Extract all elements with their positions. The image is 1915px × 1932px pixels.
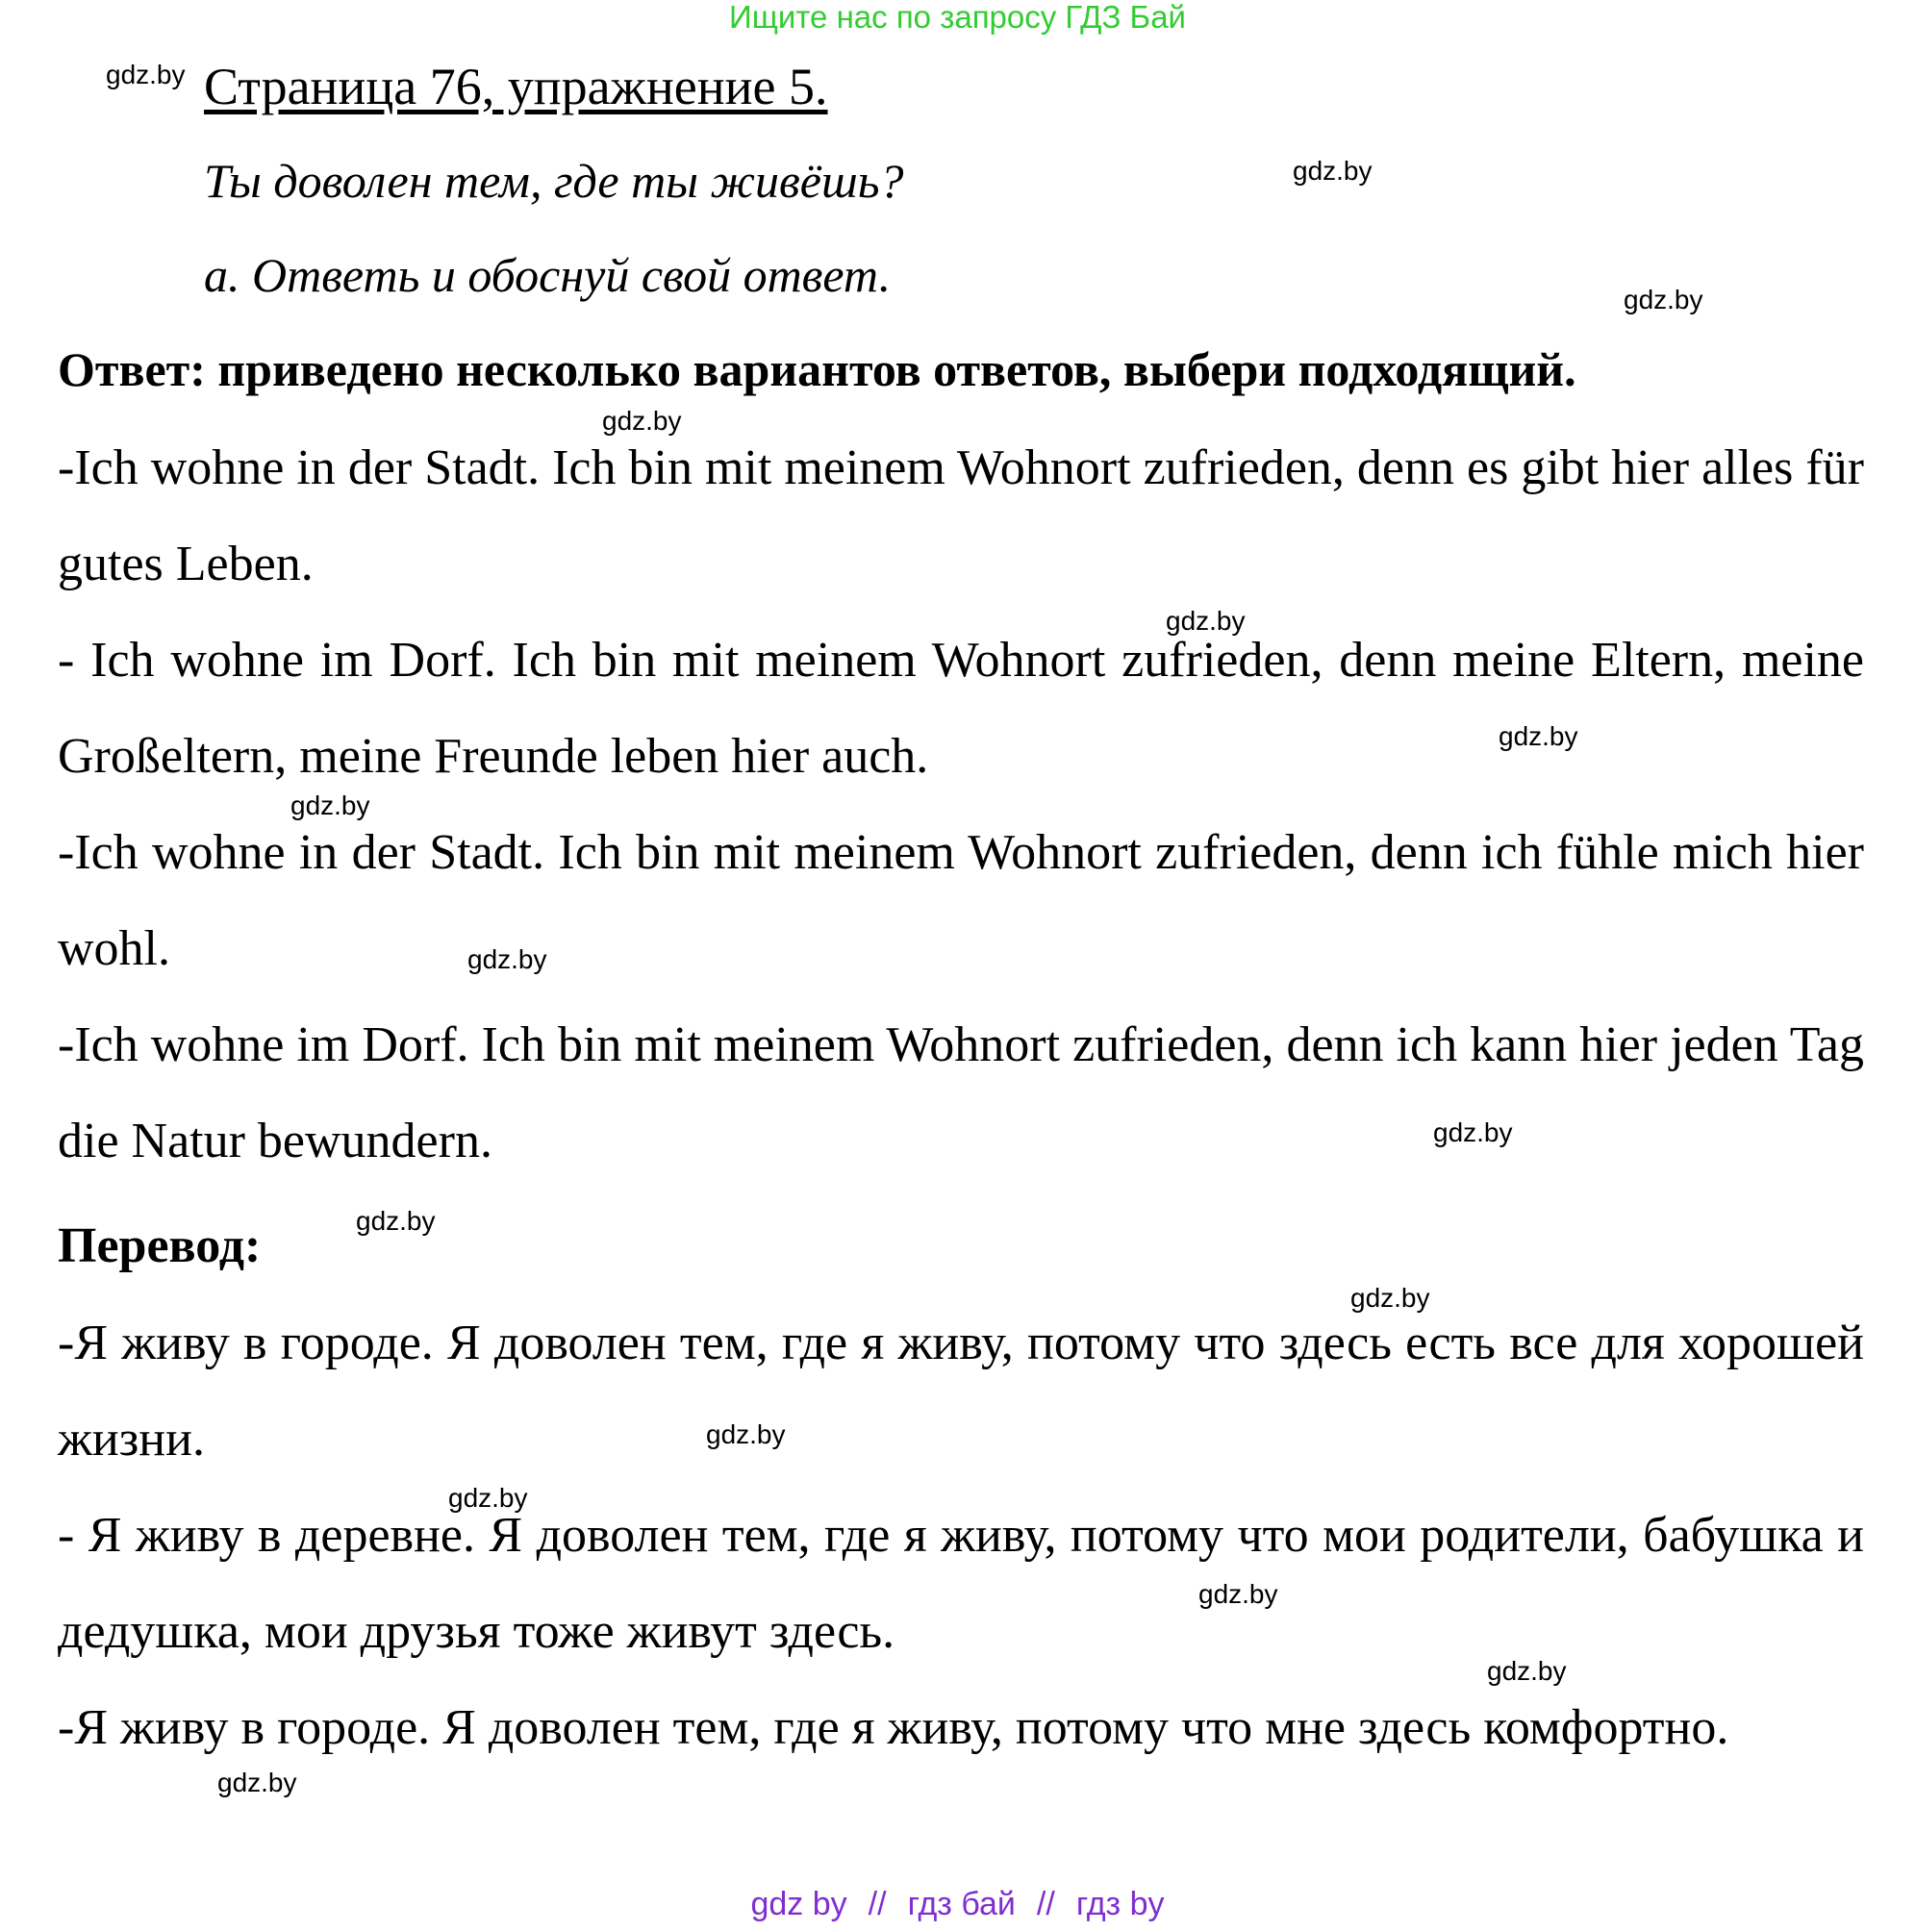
watermark: gdz.by <box>602 406 682 436</box>
watermark: gdz.by <box>448 1483 528 1513</box>
exercise-question: Ты доволен тем, где ты живёшь? <box>204 154 904 208</box>
exercise-task: a. Ответь и обоснуй свой ответ. <box>204 248 892 302</box>
top-banner: Ищите нас по запросу ГДЗ Бай <box>729 0 1186 35</box>
footer-link-gdz-by-cyr[interactable]: гдз by <box>1075 1886 1165 1922</box>
answer-heading: Ответ: приведено несколько вариантов ответов, выбери подходящий. <box>58 342 1576 396</box>
answer-item: -Ich wohne in der Stadt. Ich bin mit meinem Wohnort zufrieden, denn es gibt hier alles für gutes Leben. <box>58 440 1864 591</box>
translation-item: - Я живу в деревне. Я доволен тем, где я живу, потому что мои родители, бабушка и дедушка, мои друзья тоже живут здесь. <box>58 1508 1864 1659</box>
watermark: gdz.by <box>706 1419 786 1449</box>
watermark: gdz.by <box>106 60 186 89</box>
answer-item: - Ich wohne im Dorf. Ich bin mit meinem Wohnort zufrieden, denn meine Eltern, meine Großeltern, meine Freunde leben hier auch. <box>58 633 1864 784</box>
watermark: gdz.by <box>1433 1117 1513 1147</box>
watermark: gdz.by <box>467 944 547 974</box>
footer-separator: // <box>1036 1886 1055 1922</box>
watermark: gdz.by <box>1166 606 1246 636</box>
exercise-title: Страница 76, упражнение 5. <box>204 58 828 115</box>
watermark: gdz.by <box>1624 285 1703 314</box>
watermark: gdz.by <box>1499 721 1578 751</box>
answer-item: -Ich wohne im Dorf. Ich bin mit meinem Wohnort zufrieden, denn ich kann hier jeden Tag die Natur bewundern. <box>58 1017 1864 1168</box>
watermark: gdz.by <box>290 790 370 820</box>
translation-item: -Я живу в городе. Я доволен тем, где я живу, потому что здесь есть все для хорошей жизни. <box>58 1316 1864 1467</box>
watermark: gdz.by <box>217 1768 297 1797</box>
footer-link-gdz-bai[interactable]: гдз бай <box>907 1886 1016 1922</box>
footer-links <box>0 1885 1915 1923</box>
watermark: gdz.by <box>356 1206 436 1236</box>
answer-item: -Ich wohne in der Stadt. Ich bin mit meinem Wohnort zufrieden, denn ich fühle mich hier wohl. <box>58 825 1864 976</box>
translation-heading: Перевод: <box>58 1218 262 1273</box>
footer-separator: // <box>868 1886 887 1922</box>
translation-item: -Я живу в городе. Я доволен тем, где я живу, потому что мне здесь комфортно. <box>58 1700 1729 1755</box>
watermark: gdz.by <box>1350 1283 1430 1313</box>
footer-link-gdz-by[interactable]: gdz by <box>750 1886 847 1922</box>
watermark: gdz.by <box>1487 1656 1567 1686</box>
watermark: gdz.by <box>1198 1579 1278 1609</box>
watermark: gdz.by <box>1293 156 1373 186</box>
